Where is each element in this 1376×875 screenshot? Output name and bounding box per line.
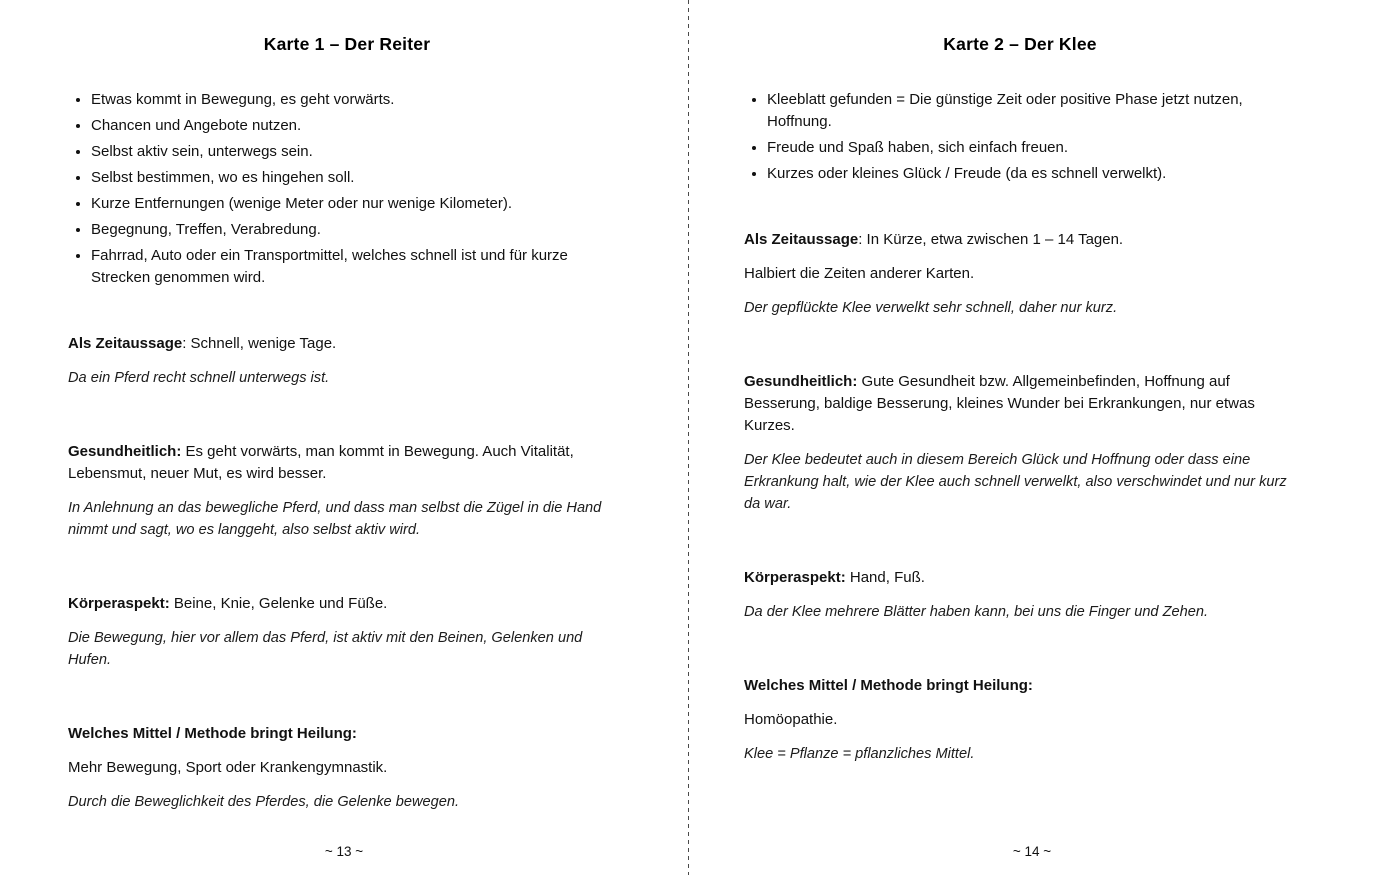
labeled-paragraph: Gesundheitlich: Es geht vorwärts, man kommt in Bewegung. Auch Vitalität, Lebensmut, neuer Mut, es wird besser.	[68, 443, 574, 482]
section-label: Gesundheitlich:	[744, 373, 858, 390]
spacer	[68, 683, 626, 723]
bullet-item: • Selbst aktiv sein, unterwegs sein.	[91, 141, 626, 163]
page-title: Karte 2 – Der Klee	[943, 34, 1097, 54]
section-label: Körperaspekt:	[68, 595, 170, 612]
labeled-paragraph: Gesundheitlich: Gute Gesundheit bzw. Allgemeinbefinden, Hoffnung auf Besserung, baldige Besserung, kleines Wunder bei Erkrankungen, nur etwas Kurzes.	[744, 373, 1255, 434]
page-number: ~ 13 ~	[324, 844, 364, 859]
note-paragraph: Da der Klee mehrere Blätter haben kann, bei uns die Finger und Zehen.	[744, 604, 1209, 620]
labeled-paragraph: Körperaspekt: Beine, Knie, Gelenke und Füße.	[68, 595, 388, 612]
bullet-list	[744, 89, 1296, 185]
paragraph: Halbiert die Zeiten anderer Karten.	[744, 265, 975, 282]
bullet-item: • Etwas kommt in Bewegung, es geht vorwärts.	[91, 89, 626, 111]
note-paragraph: Der Klee bedeutet auch in diesem Bereich Glück und Hoffnung oder dass eine Erkrankung halt, wie der Klee auch schnell verwelkt, also verschwindet und nur kurz da war.	[744, 452, 1287, 512]
spacer	[744, 331, 1296, 371]
section-label: Körperaspekt:	[744, 569, 846, 586]
section-label: Als Zeitaussage	[68, 335, 183, 352]
labeled-paragraph: Als Zeitaussage: Schnell, wenige Tage.	[68, 335, 337, 352]
note-paragraph: Durch die Beweglichkeit des Pferdes, die Gelenke bewegen.	[68, 794, 460, 810]
spacer	[68, 553, 626, 593]
note-paragraph: Da ein Pferd recht schnell unterwegs ist.	[68, 370, 330, 386]
spacer	[744, 527, 1296, 567]
section-label: Gesundheitlich:	[68, 443, 182, 460]
paragraph: Mehr Bewegung, Sport oder Krankengymnastik.	[68, 759, 388, 776]
page-content	[744, 89, 1296, 765]
page-right	[688, 0, 1376, 875]
bullet-item: • Kurze Entfernungen (wenige Meter oder nur wenige Kilometer).	[91, 193, 626, 215]
spacer	[68, 293, 626, 333]
spacer	[744, 189, 1296, 229]
bullet-item: • Kurzes oder kleines Glück / Freude (da es schnell verwelkt).	[767, 163, 1296, 185]
labeled-paragraph: Körperaspekt: Hand, Fuß.	[744, 569, 925, 586]
note-paragraph: Klee = Pflanze = pflanzliches Mittel.	[744, 746, 975, 762]
note-paragraph: Der gepflückte Klee verwelkt sehr schnell, daher nur kurz.	[744, 300, 1118, 316]
paragraph: Homöopathie.	[744, 711, 838, 728]
note-paragraph: Die Bewegung, hier vor allem das Pferd, ist aktiv mit den Beinen, Gelenken und Hufen.	[68, 630, 583, 668]
section-heading: Welches Mittel / Methode bringt Heilung:	[744, 677, 1033, 694]
section-heading: Welches Mittel / Methode bringt Heilung:	[68, 725, 357, 742]
section-label: Als Zeitaussage	[744, 231, 859, 248]
bullet-item: • Freude und Spaß haben, sich einfach freuen.	[767, 137, 1296, 159]
spacer	[744, 635, 1296, 675]
note-paragraph: In Anlehnung an das bewegliche Pferd, und dass man selbst die Zügel in die Hand nimmt und sagt, wo es langgeht, also selbst aktiv wird.	[68, 500, 602, 538]
page-title: Karte 1 – Der Reiter	[263, 34, 431, 54]
bullet-item: • Kleeblatt gefunden = Die günstige Zeit oder positive Phase jetzt nutzen, Hoffnung.	[767, 89, 1296, 133]
bullet-item: • Begegnung, Treffen, Verabredung.	[91, 219, 626, 241]
bullet-list	[68, 89, 626, 289]
bullet-item: • Chancen und Angebote nutzen.	[91, 115, 626, 137]
page-divider	[688, 0, 689, 875]
page-number: ~ 14 ~	[1012, 844, 1052, 859]
labeled-paragraph: Als Zeitaussage: In Kürze, etwa zwischen 1 – 14 Tagen.	[744, 231, 1124, 248]
page-content	[68, 89, 626, 813]
spacer	[68, 401, 626, 441]
bullet-item: • Selbst bestimmen, wo es hingehen soll.	[91, 167, 626, 189]
bullet-item: • Fahrrad, Auto oder ein Transportmittel, welches schnell ist und für kurze Strecken genommen wird.	[91, 245, 626, 289]
